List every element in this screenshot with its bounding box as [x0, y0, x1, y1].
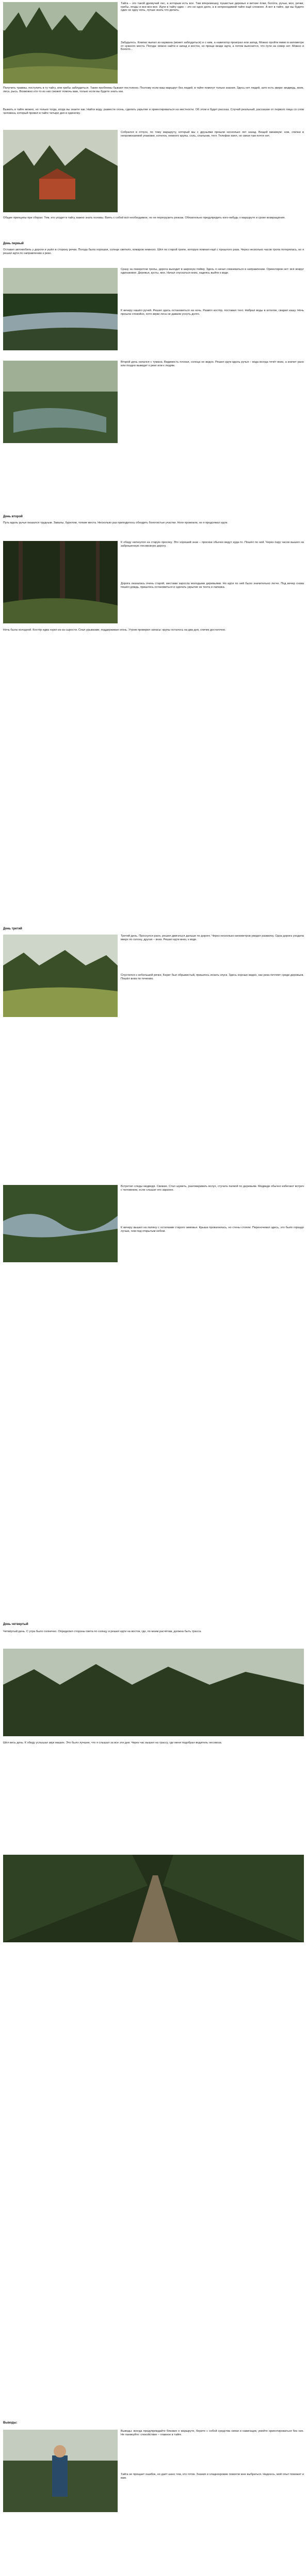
day4-text: Четвёртый день. С утра было солнечно. Определил стороны света по солнцу и решил идти на восток, где, по моим расчётам, должна быть трасса. [3, 1630, 202, 1633]
day3-text-2: Спустился к небольшой речке. Берег был обрывистый, пришлось искать спуск. Здесь хорошо видно, как река петляет среди деревьев. Пошёл вниз по течению. [121, 974, 304, 980]
taiga-panorama-photo [3, 1649, 304, 1736]
conclusions-text: Выводы: всегда предупреждайте близких о маршруте, берите с собой средства связи и навигации, умейте ориентироваться без них. Не паникуйте: спокойствие – главное в тайге. [121, 2430, 304, 2436]
dark-forest-photo [3, 541, 118, 623]
person-in-forest-photo [3, 2430, 118, 2512]
day2-text-3: Дорога оказалась очень старой, местами заросла молодыми деревьями. Но идти по ней было значительно легче. Под вечер снова пошёл дождь, пришлось остановиться и сделать укрытие из тента и лапника. [121, 582, 304, 589]
intro-text-4: Выжить в тайге можно, но только тогда, когда вы знаете как. Найти воду, развести огонь, сделать укрытие и ориентироваться на местности. Об этом и будет рассказ. Случай реальный, рассказан от первого лица со слов человека, который провел в тайге четыре дня в одиночку. [3, 108, 304, 115]
intro-text-3: Получить травмы, поступить в ту тайгу, или грибы заблудиться. Такие проблемы бывают постоянно. Поэтому если ваш маршрут без людей, в тайге помогут только знания. Здесь нет людей, зато есть звери: медведь, волк, лиса, рысь. Возможно кто-то из них сможет помочь вам, только если вы будете знать как. [3, 87, 304, 93]
day2-text: Путь вдоль ручья оказался трудным. Завалы, бурелом, топкие места. Несколько раз приходилось обходить болотистые участки. Ноги промокли, но я продолжал идти. [3, 521, 228, 524]
river-bank-photo [3, 361, 118, 443]
day2-text-2: К обеду наткнулся на старую просеку. Это хороший знак – просеки обычно ведут куда-то. Пошёл по ней. Через пару часов вышел на заброшенную лесовозную дорогу. [121, 541, 304, 548]
meadow-photo [3, 935, 118, 1017]
section-heading-day4: День четвертый [3, 1623, 28, 1626]
day1-text: Оставил автомобиль у дороги и ушёл в сторону речки. Погода была хорошая, солнце светило, комаров немного. Шёл по старой тропе, которую помнил ещё с прошлого раза. Через несколько часов тропа потерялась, но я решил идти по направлению к реке. [3, 248, 304, 255]
section-heading-day2: День второй [3, 515, 23, 518]
principles-text: Общие принципы при сборах: Тем, кто уходит в тайгу, важно знать основы. Взять с собой всё необходимое, но не перегрузить рюкзак. Обязательно предупредить кого-нибудь о маршруте и сроке возвращения. [3, 216, 285, 219]
intro-text: Тайга – это такой дремучий лес, а которым есть все. Там вперемешку, пушистые деревья и ветхие ёлки, болота, ручьи, мох, речки, грибы, ягоды и все-все-все. Идти в тайгу один – это не одно дело, а в непроходимой тайге ещё сложнее. А вот в тайге, где вы будете один не одну ночь, лучше знать что делать. [121, 2, 304, 12]
day3-text: Третий день. Проснулся рано, решил двигаться дальше по дороге. Через несколько километров увидел развилку. Одна дорога уходила вверх по склону, другая – вниз. Решил идти вниз, к воде. [121, 935, 304, 941]
river-photo [3, 268, 118, 350]
intro-text-2: Забудьтесь. Компас выпал из кармана (может заблудиться) и с ним, а навигатор проиграл ели запад. Можно пройти мимо в километре от нужного места. Погода: можно найти и запад и восток, но проще везде идти, а потом выяснится, что пути на север нет. Можно и Болото... [121, 41, 304, 52]
day4-text-2: Шёл весь день. К обеду услышал звук машин. Это было лучшее, что я слышал за все эти дни. Через час вышел на трассу, где меня подобрал водитель лесовоза. [3, 1741, 222, 1744]
day3-text-4: К вечеру вышел на поляну с остатками старого зимовья. Крыша провалилась, но стены стояли. Переночевал здесь, это было гораздо лучше, чем под открытым небом. [121, 1226, 304, 1233]
day1-text-4: Второй день начался с тумана. Видимость плохая, солнца не видно. Решил идти вдоль ручья – вода всегда течёт вниз, а значит рано или поздно выведет к реке или к людям. [121, 361, 304, 367]
day2-text-4: Ночь была холодной. Костёр едва горел из-за сырости. Спал урывками, поддерживая огонь. Утром проверил запасы: крупы осталось на два дня, спичек достаточно. [3, 629, 226, 632]
river-aerial-photo [3, 1185, 118, 1262]
preparation-text: Собрался в отпуск, по тому маршруту, который мы с друзьями прошли несколько лет назад. Вещей минимум: нож, спички в непромокаемой упаковке, котелок, немного крупы, соль, спальник, тент. Телефон взял, но связи там почти нет. [121, 131, 304, 138]
forest-photo [3, 2, 118, 83]
day3-text-3: Встретил следы медведя. Свежие. Стал шуметь, разговаривать вслух, стучать палкой по деревьям. Медведи обычно избегают встреч с человеком, если слышат его заранее. [121, 1185, 304, 1192]
day1-text-3: К вечеру нашёл ручей. Решил здесь остановиться на ночь. Развёл костёр, поставил тент. Набрал воды в котелок, сварил кашу. Ночь прошла спокойно, хотя звуки леса не давали уснуть долго. [121, 309, 304, 316]
section-heading-day1: День первый [3, 242, 24, 245]
camp-photo [3, 130, 118, 212]
forest-road-photo [3, 1855, 304, 1942]
day1-text-2: Сразу за поворотом тропы, дорога выходит в широкую пойму. Здесь я начал сомневаться в направлении. Ориентиров нет: всё вокруг одинаковое. Деревья, кусты, мох. Начал спускаться вниз, надеясь выйти к воде. [121, 268, 304, 275]
section-heading-day3: День третий [3, 927, 22, 930]
conclusions-text-2: Тайга не прощает ошибок, но даёт шанс тем, кто готов. Знания и хладнокровие помогли мне выбраться. Надеюсь, мой опыт поможет и вам. [121, 2473, 304, 2480]
section-heading-conclusions: Выводы: [3, 2421, 18, 2425]
